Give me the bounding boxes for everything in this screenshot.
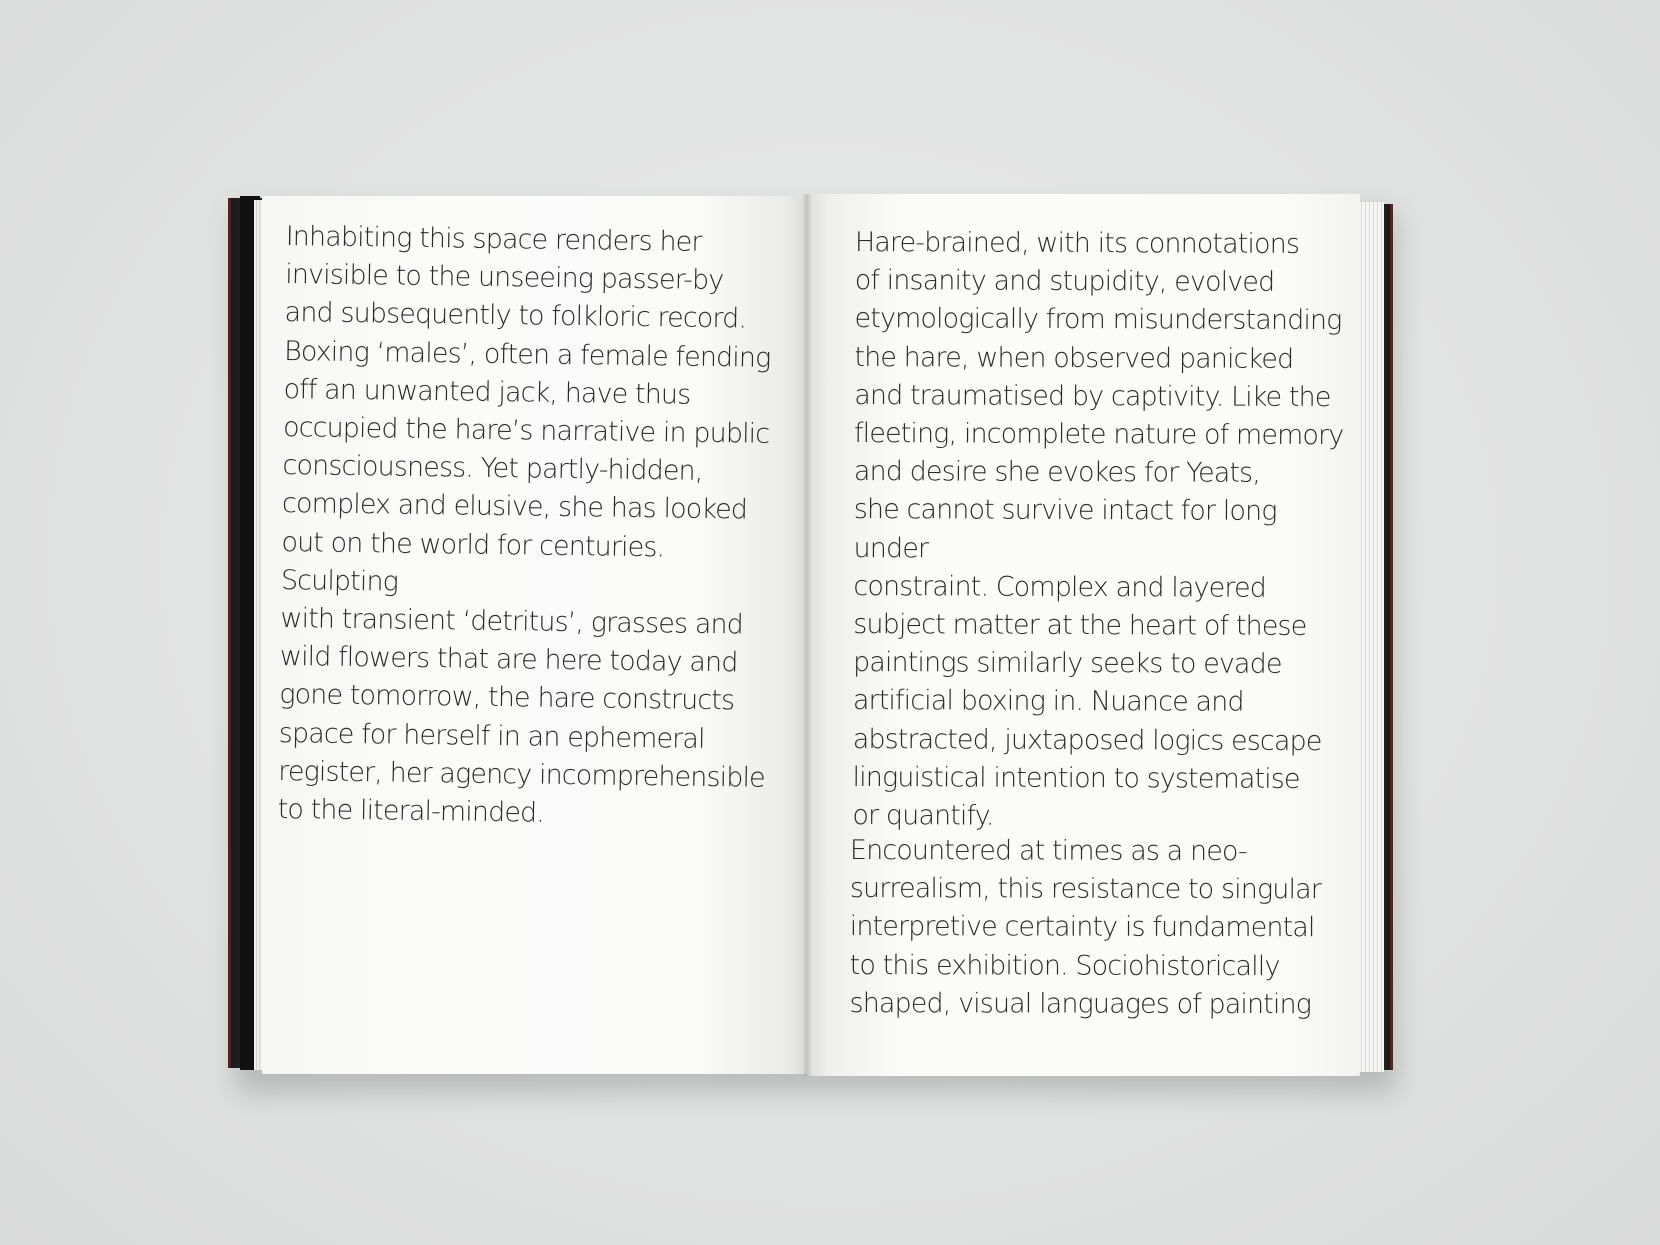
right-page-paragraph-2: Encountered at times as a neo- surrealism, this resistance to singular interpretive certainty is fundamental to this exhibition. Sociohistorically shaped, visual languages of painting bbox=[849, 835, 1321, 1021]
book-gutter bbox=[802, 194, 812, 1076]
right-page-paragraph-1: Hare-brained, with its connotations of insanity and stupidity, evolved etymologically from misunderstanding the hare, when observed panicked and traumatised by captivity. Like the fleeting, incomplete nature of memory and desire she evokes for Yeats, she cannot survive intact for long under constraint. Complex and layered subject matter at the heart of these paintings similarly seeks to evade artificial boxing in. Nuance and abstracted, juxtaposed logics escape linguistical intention to systematise or quantify. bbox=[852, 226, 1344, 832]
left-page-paragraph: Inhabiting this space renders her invisible to the unseeing passer-by and subsequently to folkloric record. Boxing ‘males’, often a female fending off an unwanted jack, have thus occupied the hare’s narrative in public consciousness. Yet partly-hidden, complex and elusive, she has looked out on the world for centuries. Sculpting with transient ‘detritus’, grasses and wild flowers that are here today and gone tomorrow, the hare constructs space for herself in an ephemeral register, her agency incomprehensible to the literal-minded. bbox=[277, 220, 771, 829]
